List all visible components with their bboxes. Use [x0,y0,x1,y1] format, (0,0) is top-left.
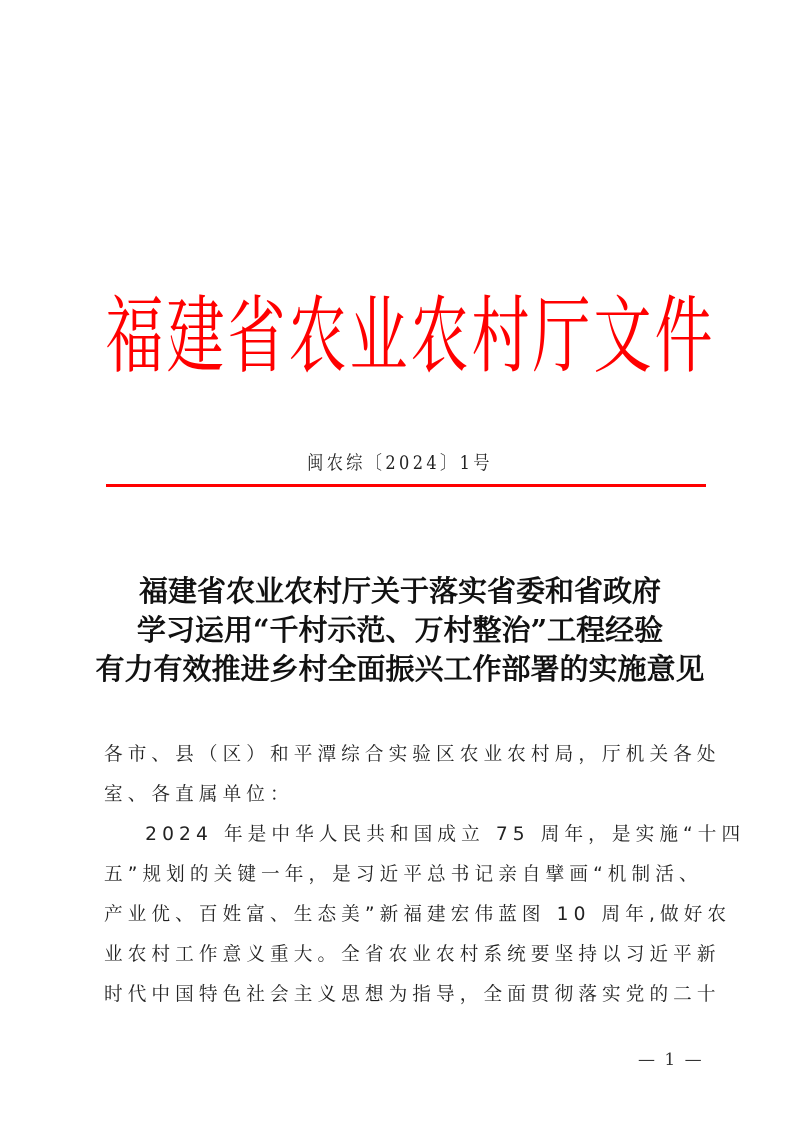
masthead-char: 文 [593,286,652,386]
document-body [104,734,746,1014]
title-line: 有力有效推进乡村全面振兴工作部署的实施意见 [95,652,705,686]
masthead-char: 农 [288,286,347,386]
body-line: 产业优、百姓富、生态美”新福建宏伟蓝图 10 周年,做好农 [104,903,732,925]
title-line: 学习运用“千村示范、万村整治”工程经验 [136,613,664,647]
body-line: 2024 年是中华人民共和国成立 75 周年，是实施“十四 [145,823,746,845]
masthead-char: 厅 [532,286,591,386]
document-title [90,572,710,689]
body-line-salutation: 室、各直属单位： [104,783,294,805]
masthead-char: 建 [166,286,225,386]
body-line: 五”规划的关键一年，是习近平总书记亲自擘画“机制活、 [104,863,703,885]
masthead-char: 业 [349,286,408,386]
document-number: 闽农综〔2024〕1号 [307,452,493,474]
masthead-char: 福 [105,286,164,386]
body-line: 业农村工作意义重大。全省农业农村系统要坚持以习近平新 [104,943,721,965]
masthead-char: 件 [654,286,713,386]
title-line: 福建省农业农村厅关于落实省委和省政府 [138,574,661,608]
masthead-char: 村 [471,286,530,386]
document-masthead [104,288,714,384]
body-line: 时代中国特色社会主义思想为指导，全面贯彻落实党的二十 [104,983,721,1005]
masthead-char: 农 [410,286,469,386]
body-line-salutation: 各市、县（区）和平潭综合实验区农业农村局，厅机关各处 [104,743,721,765]
red-divider-line [106,484,706,487]
page-number: — 1 — [638,1050,704,1070]
masthead-char: 省 [227,286,286,386]
